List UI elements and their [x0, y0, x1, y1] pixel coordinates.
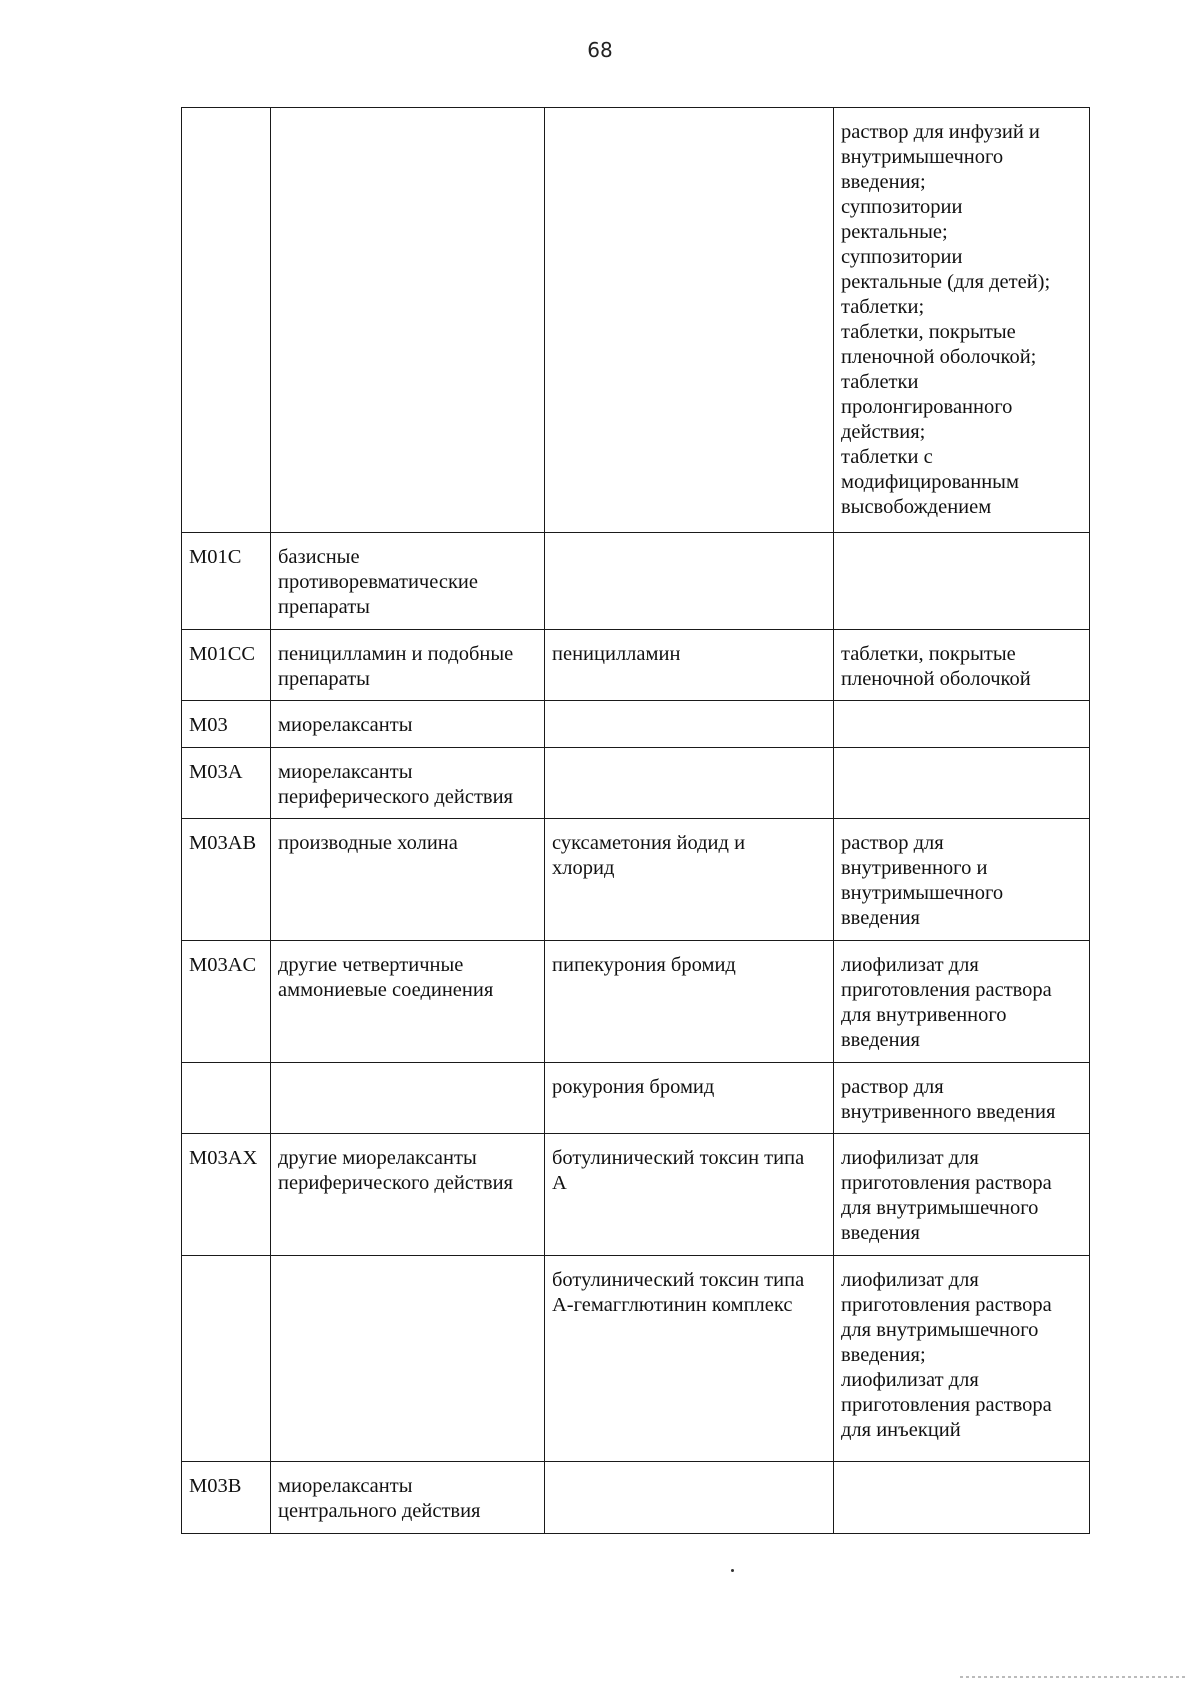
drug-name-cell: суксаметония йодид и хлорид [545, 819, 834, 941]
atc-code-cell: M03AC [182, 941, 271, 1063]
drug-name-cell [545, 701, 834, 748]
group-cell: миорелаксанты центрального действия [271, 1462, 545, 1534]
dosage-form-cell: таблетки, покрытые пленочной оболочкой [834, 630, 1090, 701]
table-row [182, 108, 1090, 533]
group-cell: миорелаксанты периферического действия [271, 748, 545, 819]
table-row [182, 748, 1090, 819]
page-number: 68 [587, 38, 613, 62]
drug-name-cell: пипекурония бромид [545, 941, 834, 1063]
table-row [182, 701, 1090, 748]
dosage-form-cell: лиофилизат для приготовления раствора для внутривенного введения [834, 941, 1090, 1063]
dosage-form-cell [834, 533, 1090, 630]
group-cell [271, 1256, 545, 1462]
table-row [182, 1063, 1090, 1134]
scan-edge-artifact [960, 1676, 1185, 1678]
drug-name-cell: ботулинический токсин типа A-гемагглютинин комплекс [545, 1256, 834, 1462]
atc-code-cell: M03 [182, 701, 271, 748]
atc-code-cell: M01CC [182, 630, 271, 701]
group-cell: другие миорелаксанты периферического действия [271, 1134, 545, 1256]
group-cell: базисные противоревматические препараты [271, 533, 545, 630]
table-row [182, 941, 1090, 1063]
group-cell [271, 108, 545, 533]
dosage-form-cell: раствор для инфузий и внутримышечного введения; суппозитории ректальные; суппозитории ректальные (для детей); таблетки; таблетки, покрытые пленочной оболочкой; таблетки пролонгированного действия; таблетки с модифицированным высвобождением [834, 108, 1090, 533]
dosage-form-cell: лиофилизат для приготовления раствора для внутримышечного введения; лиофилизат для приготовления раствора для инъекций [834, 1256, 1090, 1462]
drug-name-cell: пеницилламин [545, 630, 834, 701]
atc-code-cell: M03AX [182, 1134, 271, 1256]
stray-dot-mark [731, 1569, 734, 1572]
drug-name-cell: ботулинический токсин типа A [545, 1134, 834, 1256]
atc-code-cell: M01C [182, 533, 271, 630]
atc-code-cell: M03B [182, 1462, 271, 1534]
atc-code-cell [182, 1063, 271, 1134]
atc-code-cell: M03A [182, 748, 271, 819]
drug-name-cell: рокурония бромид [545, 1063, 834, 1134]
table-row [182, 1256, 1090, 1462]
table-row [182, 1462, 1090, 1534]
group-cell: пеницилламин и подобные препараты [271, 630, 545, 701]
group-cell: миорелаксанты [271, 701, 545, 748]
drug-name-cell [545, 1462, 834, 1534]
dosage-form-cell: раствор для внутривенного введения [834, 1063, 1090, 1134]
table-row [182, 533, 1090, 630]
table-row [182, 630, 1090, 701]
drug-name-cell [545, 748, 834, 819]
atc-code-cell [182, 1256, 271, 1462]
group-cell: производные холина [271, 819, 545, 941]
dosage-form-cell [834, 748, 1090, 819]
drug-name-cell [545, 533, 834, 630]
dosage-form-cell: раствор для внутривенного и внутримышечного введения [834, 819, 1090, 941]
atc-code-cell [182, 108, 271, 533]
drug-name-cell [545, 108, 834, 533]
group-cell: другие четвертичные аммониевые соединения [271, 941, 545, 1063]
dosage-form-cell: лиофилизат для приготовления раствора для внутримышечного введения [834, 1134, 1090, 1256]
dosage-form-cell [834, 1462, 1090, 1534]
atc-code-cell: M03AB [182, 819, 271, 941]
group-cell [271, 1063, 545, 1134]
dosage-form-cell [834, 701, 1090, 748]
table-row [182, 819, 1090, 941]
table-row [182, 1134, 1090, 1256]
drug-table [181, 107, 1090, 1534]
